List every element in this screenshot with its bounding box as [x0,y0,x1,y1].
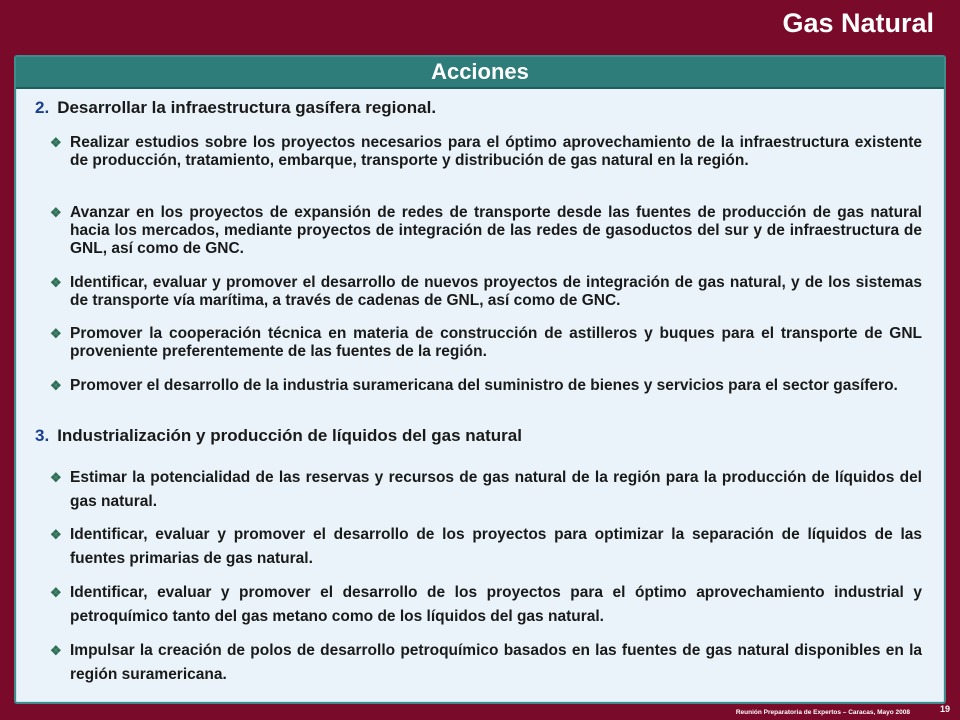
diamond-bullet-icon: ❖ [50,326,62,341]
section-3-title: Industrialización y producción de líquidos del gas natural [57,426,522,445]
list-item: ❖ Realizar estudios sobre los proyectos necesarios para el óptimo aprovechamiento de la infraestructura existente de producción, tratamiento, embarque, transporte y distribución de gas natural en la región. [50,134,922,169]
diamond-bullet-icon: ❖ [50,470,62,485]
list-item: ❖ Identificar, evaluar y promover el desarrollo de los proyectos para el óptimo aprovechamiento industrial y petroquímico tanto del gas metano como de los líquidos del gas natural. [54,581,922,629]
footer-text: Reunión Preparatoria de Expertos – Caracas, Mayo 2008 [735,709,910,716]
list-item: ❖ Promover el desarrollo de la industria suramericana del suministro de bienes y servicios para el sector gasífero. [50,377,898,394]
section-2-heading [35,98,436,118]
diamond-bullet-icon: ❖ [50,585,62,600]
diamond-bullet-icon: ❖ [50,643,62,658]
list-item: ❖ Avanzar en los proyectos de expansión de redes de transporte desde las fuentes de producción de gas natural hacia los mercados, mediante proyectos de integración de las redes de gasoductos del sur y de infraestructura de GNL, así como de GNC. [50,204,922,257]
list-item: ❖ Promover la cooperación técnica en materia de construcción de astilleros y buques para el transporte de GNL proveniente preferentemente de las fuentes de la región. [50,325,922,360]
diamond-bullet-icon: ❖ [50,527,62,542]
diamond-bullet-icon: ❖ [50,275,62,290]
section-2-title: Desarrollar la infraestructura gasífera regional. [57,98,437,117]
list-item: ❖ Estimar la potencialidad de las reservas y recursos de gas natural de la región para la producción de líquidos del gas natural. [54,466,922,514]
section-3-number: 3. [35,426,50,445]
section-2-number: 2. [35,98,50,117]
section-3-heading [35,426,522,446]
panel-header: Acciones [16,57,944,89]
page-number: 19 [939,704,950,714]
slide-title: Gas Natural [782,8,934,38]
list-item: ❖ Identificar, evaluar y promover el desarrollo de nuevos proyectos de integración de gas natural, y de los sistemas de transporte vía marítima, a través de cadenas de GNL, así como de GNC. [50,274,922,309]
diamond-bullet-icon: ❖ [50,205,62,220]
list-item: ❖ Impulsar la creación de polos de desarrollo petroquímico basados en las fuentes de gas natural disponibles en la región suramericana. [54,639,922,687]
list-item: ❖ Identificar, evaluar y promover el desarrollo de los proyectos para optimizar la separación de líquidos de las fuentes primarias de gas natural. [54,523,922,571]
actions-panel [14,55,946,704]
diamond-bullet-icon: ❖ [50,135,62,150]
diamond-bullet-icon: ❖ [50,378,62,393]
